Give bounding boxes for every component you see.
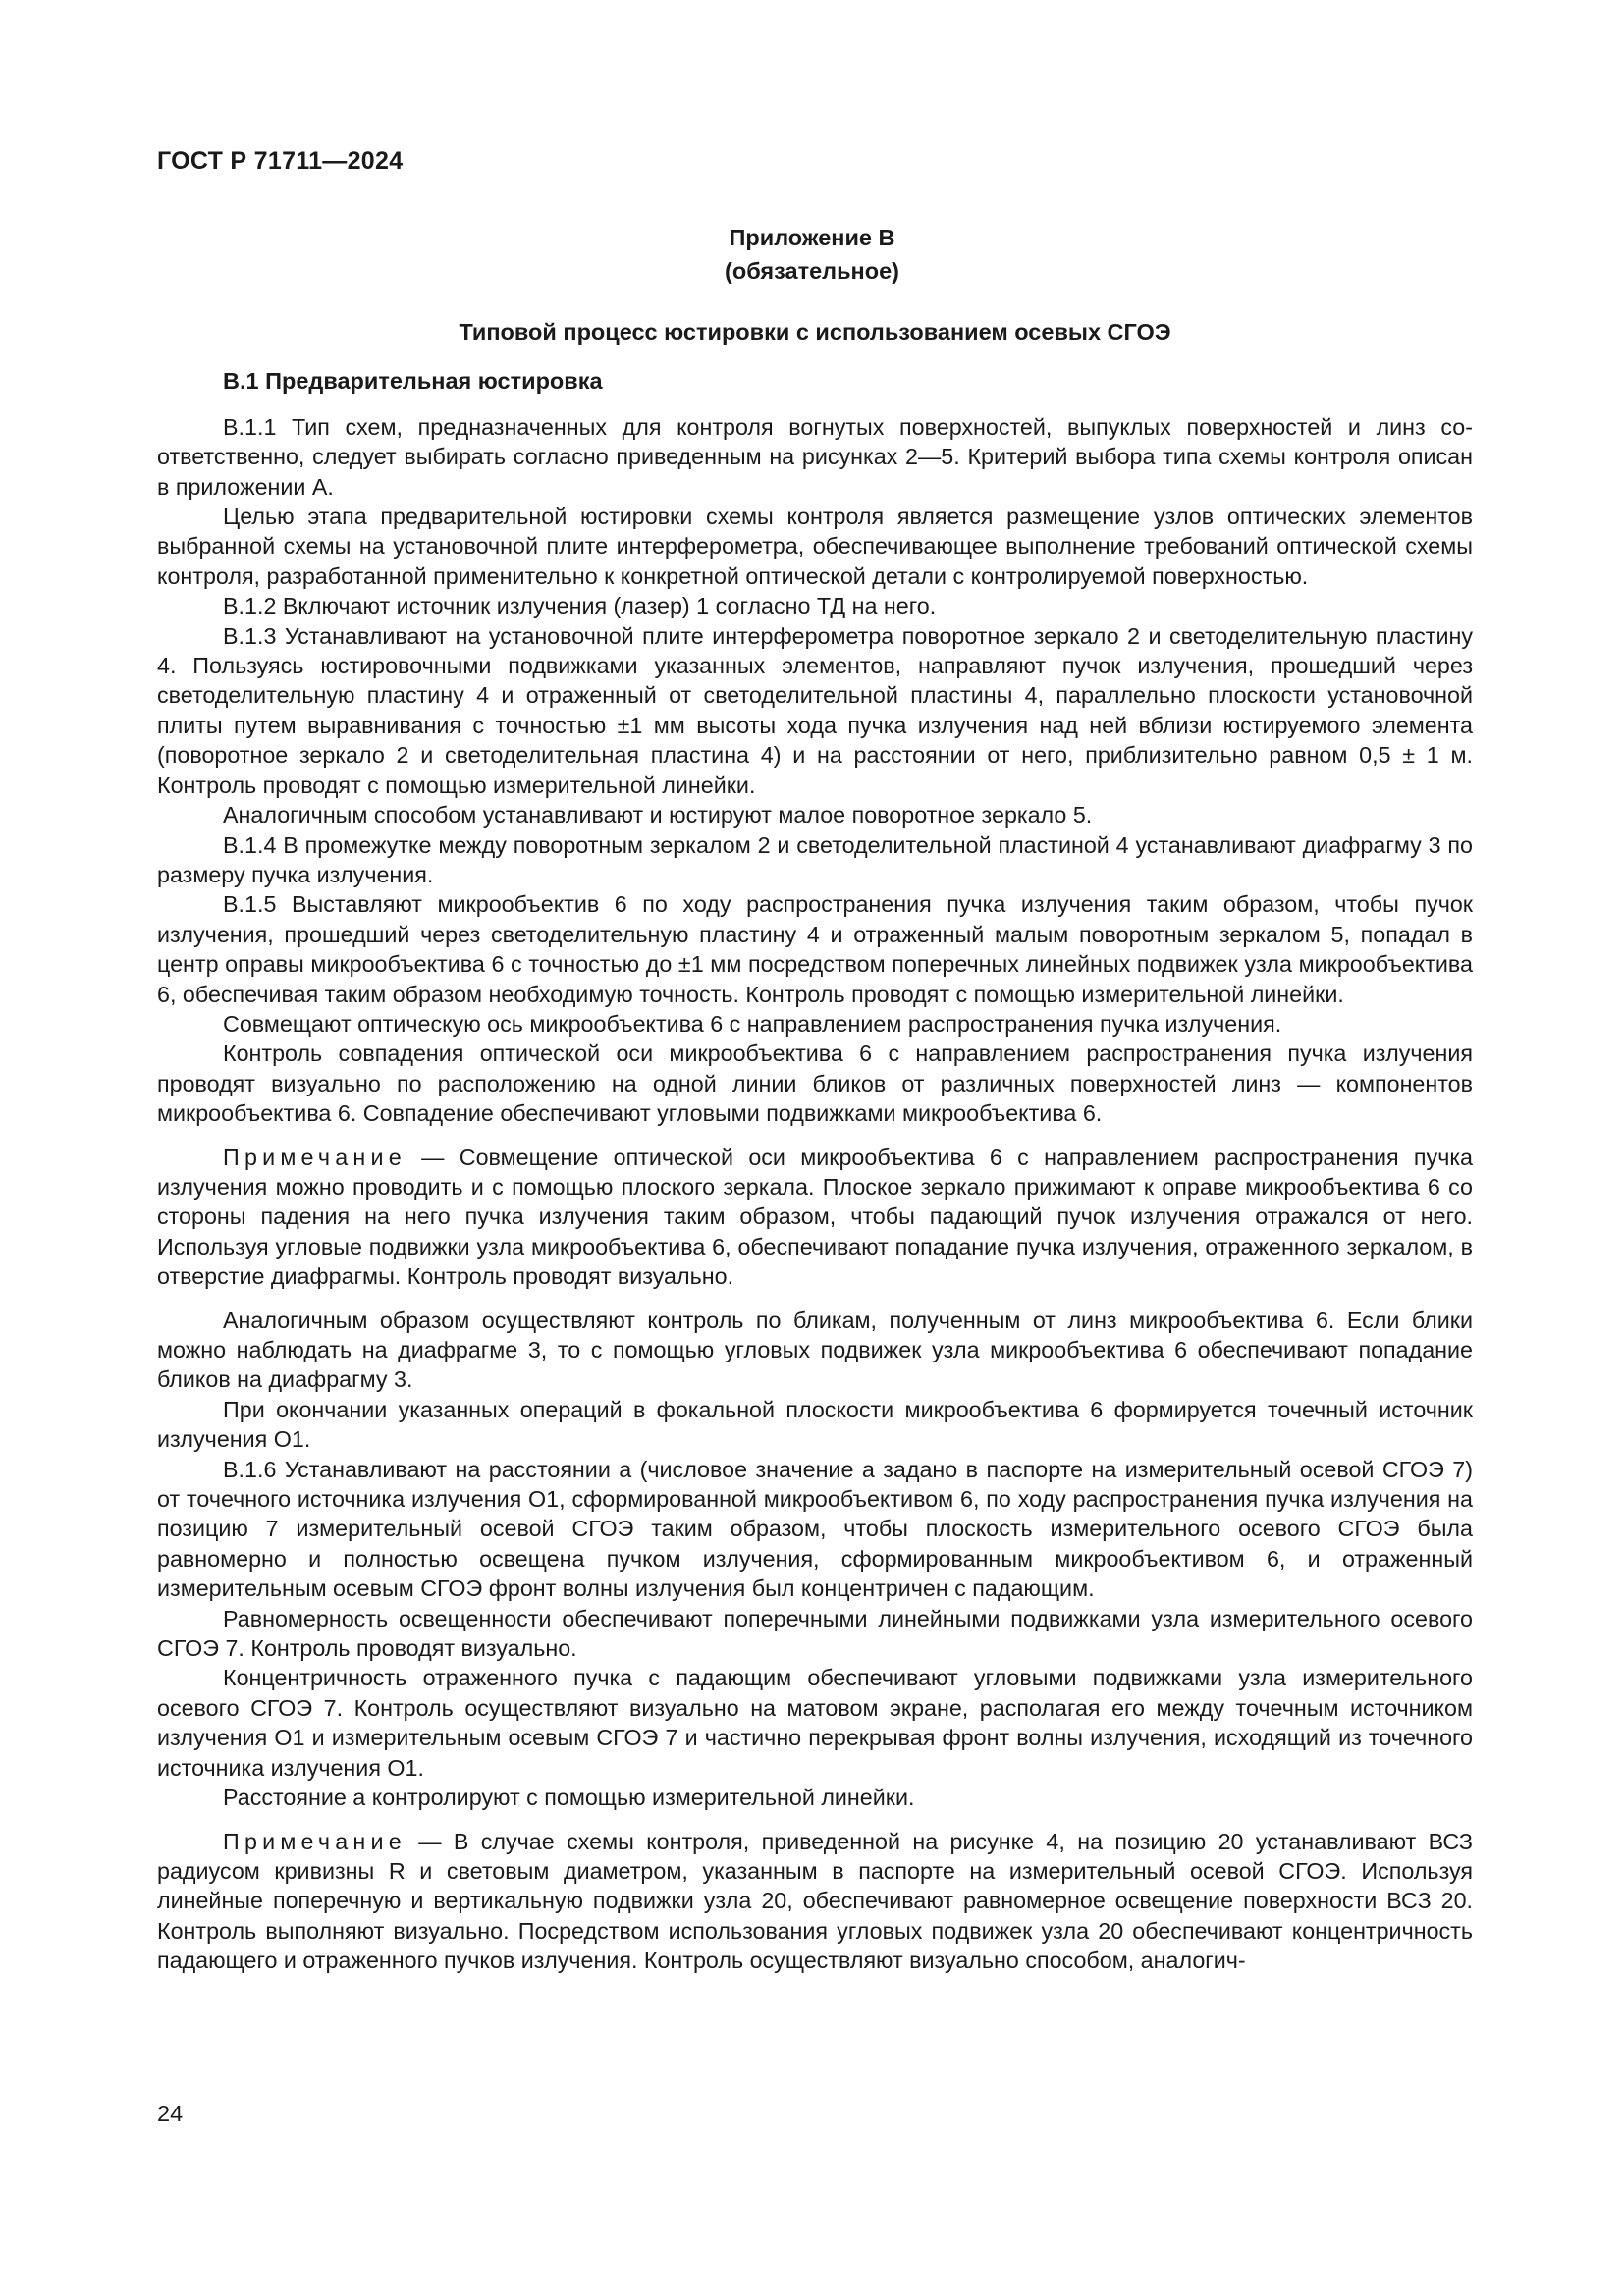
note-text: — Совмещение оптической оси микрообъектива 6 с направлением распространения пучка излучения можно проводить и с помощью плоского зеркала. Плоское зеркало прижимают к оправе микрообъектива 6 со стороны падения на него пучка излучения таким образом, чтобы падающий пучок излучения отражался от него. Используя угловые подвижки узла микрообъектива 6, обеспечивают попадание пучка излучения, отраженного зеркалом, в отверстие диафрагмы. Контроль проводят визуально.	[157, 1144, 1473, 1290]
note-text: — В случае схемы контроля, приведенной на рисунке 4, на позицию 20 устанавливают ВСЗ радиусом кривизны R и световым диаметром, указанным в паспорте на измерительный осевой СГОЭ. Используя линейные поперечную и вертикальную подвижки узла 20, обеспечивают равномерное освещение поверхности ВСЗ 20. Контроль выполняют визуально. Посредством использования угловых подвижек узла 20 обеспечивают концентричность падающего и отраженного пучков излучения. Контроль осуществляют визуально способом, аналогич-	[157, 1828, 1473, 1974]
document-body	[157, 317, 1473, 1976]
standard-designation: ГОСТ Р 71711—2024	[157, 147, 404, 175]
note-1	[157, 1143, 1473, 1292]
note-2	[157, 1827, 1473, 1976]
paragraph: Совмещают оптическую ось микрообъектива 6 с направлением распространения пучка излучения.	[223, 1010, 1282, 1037]
paragraph: В.1.6 Устанавливают на расстоянии a (числовое значение a задано в паспорте на измерительный осевой СГОЭ 7) от точечного источника излучения O1, сформированной микрообъективом 6, по ходу распространения пучка излучения на позицию 7 измерительный осевой СГОЭ таким образом, чтобы плоскость измерительного осевого СГОЭ была равномерно и полностью освещена пучком излучения, сформированным микрообъективом 6, и отраженный измерительным осевым СГОЭ фронт волны излучения был концентричен с падающим.	[157, 1456, 1473, 1602]
appendix-title: Приложение В	[729, 225, 895, 250]
appendix-title-block	[0, 221, 1624, 288]
paragraph: При окончании указанных операций в фокальной плоскости микрообъектива 6 формируется точечный источник излучения O1.	[157, 1396, 1473, 1453]
paragraph: Концентричность отраженного пучка с падающим обеспечивают угловыми подвижками узла измерительного осевого СГОЭ 7. Контроль осуществляют визуально на матовом экране, располагая его между точечным источником излучения O1 и измерительным осевым СГОЭ 7 и частично перекрывая фронт волны излучения, исходящий из точечного источника излучения O1.	[157, 1665, 1473, 1781]
section-heading: В.1 Предварительная юстировка	[223, 368, 603, 395]
paragraph: Целью этапа предварительной юстировки схемы контроля является размещение узлов оптических элементов выбранной схемы на установочной плите интерферометра, обеспечивающее выполнение требований оптической схемы контроля, разработанной применительно к конкретной оптической детали с контролируемой поверхностью.	[157, 504, 1473, 589]
paragraph: В.1.4 В промежутке между поворотным зеркалом 2 и светоделительной пластиной 4 устанавливают диафрагму 3 по размеру пучка излучения.	[157, 831, 1473, 887]
paragraph: Равномерность освещенности обеспечивают поперечными линейными подвижками узла измерительного осевого СГОЭ 7. Контроль проводят визуально.	[157, 1605, 1473, 1662]
paragraph: Контроль совпадения оптической оси микрообъектива 6 с направлением распространения пучка излучения проводят визуально по расположению на одной линии бликов от различных поверхностей линз — компонентов микрообъектива 6. Совпадение обеспечивают угловыми подвижками микрообъектива 6.	[157, 1041, 1473, 1127]
paragraph: Аналогичным способом устанавливают и юстируют малое поворотное зеркало 5.	[223, 802, 1093, 828]
appendix-heading: Типовой процесс юстировки с использованием осевых СГОЭ	[459, 319, 1171, 345]
appendix-status: (обязательное)	[725, 258, 899, 284]
paragraph: В.1.2 Включают источник излучения (лазер) 1 согласно ТД на него.	[223, 593, 937, 619]
note-label: Примечание	[223, 1144, 406, 1170]
paragraph: Расстояние a контролируют с помощью измерительной линейки.	[223, 1785, 915, 1811]
paragraph: Аналогичным образом осуществляют контроль по бликам, полученным от линз микрообъектива 6. Если блики можно наблюдать на диафрагме 3, то с помощью угловых подвижек узла микрообъектива 6 обеспечивают попадание бликов на диафрагму 3.	[157, 1307, 1473, 1393]
note-label: Примечание	[223, 1828, 406, 1854]
paragraph: В.1.1 Тип схем, предназначенных для контроля вогнутых поверхностей, выпуклых поверхностей и линз соответственно, следует выбирать согласно приведенным на рисунках 2—5. Критерий выбора типа схемы контроля описан в приложении А.	[157, 413, 1473, 500]
paragraph: В.1.3 Устанавливают на установочной плите интерферометра поворотное зеркало 2 и светоделительную пластину 4. Пользуясь юстировочными подвижками указанных элементов, направляют пучок излучения, прошедший через светоделительную пластину 4 и отраженный от светоделительной пластины 4, параллельно плоскости установочной плиты путем выравнивания с точностью ±1 мм высоты хода пучка излучения над ней вблизи юстируемого элемента (поворотное зеркало 2 и светоделительная пластина 4) и на расстоянии от него, приблизительно равном 0,5 ± 1 м. Контроль проводят с помощью измерительной линейки.	[157, 622, 1473, 798]
paragraph: В.1.5 Выставляют микрообъектив 6 по ходу распространения пучка излучения таким образом, чтобы пучок излучения, прошедший через светоделительную пластину 4 и отраженный малым поворотным зеркалом 5, попадал в центр оправы микрообъектива 6 с точностью до ±1 мм посредством поперечных линейных подвижек узла микрообъектива 6, обеспечивая таким образом необходимую точность. Контроль проводят с помощью измерительной линейки.	[157, 891, 1473, 1007]
page-number: 24	[157, 2101, 184, 2126]
